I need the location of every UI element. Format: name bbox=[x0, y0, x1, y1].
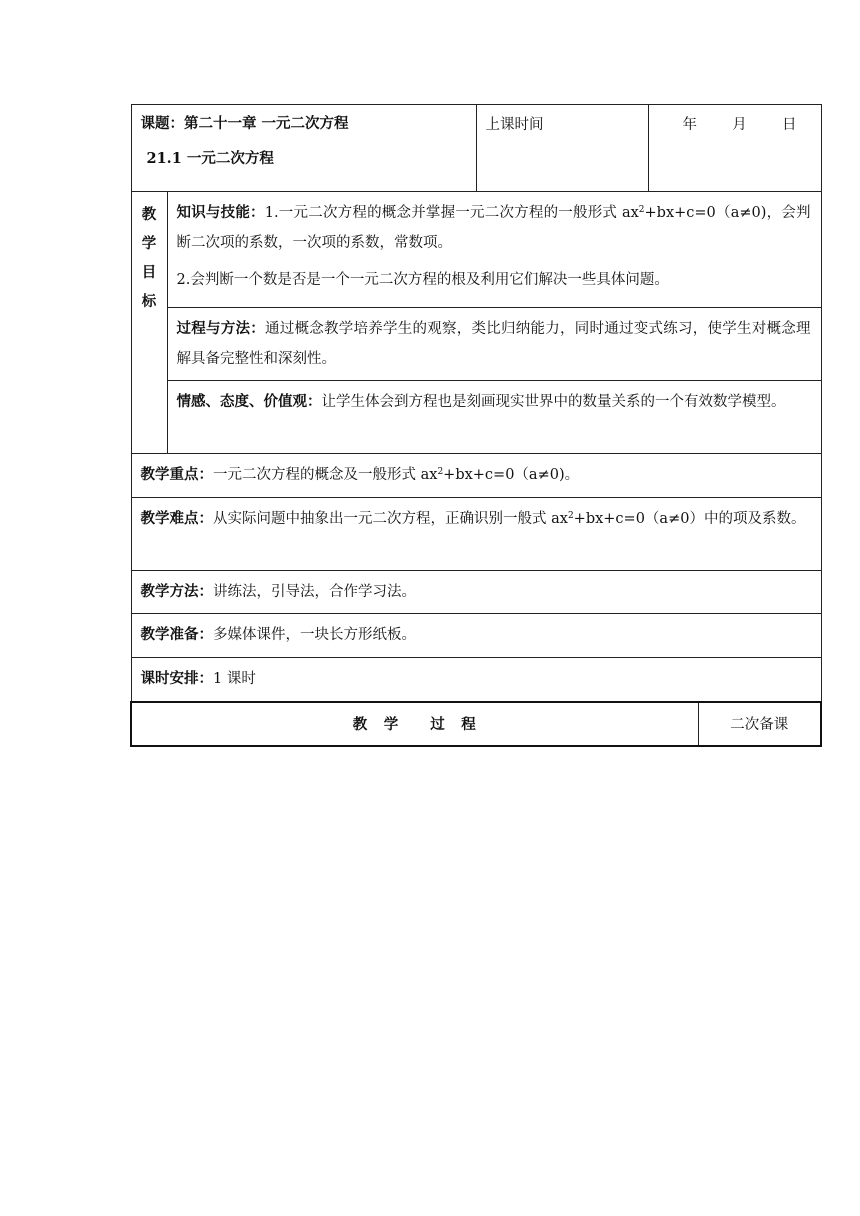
process-cell bbox=[167, 308, 821, 381]
superscript-two: 2 bbox=[437, 467, 444, 477]
date-cell bbox=[648, 105, 821, 192]
difficult-points-cell bbox=[131, 498, 821, 571]
key-points-text-b: +bx+c=0（a≠0)。 bbox=[443, 467, 580, 483]
key-points-cell bbox=[131, 454, 821, 498]
difficult-points-text-a: 从实际问题中抽象出一元二次方程，正确识别一般式 ax bbox=[213, 511, 568, 527]
side-label-char: 教 bbox=[141, 206, 157, 223]
second-prep-cell bbox=[698, 702, 821, 746]
superscript-two: 2 bbox=[638, 205, 645, 215]
knowledge-text-1a: 1.一元二次方程的概念并掌握一元二次方程的一般形式 ax bbox=[264, 205, 639, 221]
side-label-char: 目 bbox=[141, 264, 157, 281]
methods-row bbox=[131, 571, 821, 614]
topic-label: 课题： bbox=[140, 115, 184, 132]
date-month: 月 bbox=[732, 117, 747, 133]
side-label-char: 学 bbox=[141, 235, 157, 252]
objective-emotion-row bbox=[131, 381, 821, 454]
lesson-plan-table bbox=[130, 104, 822, 747]
second-prep-label: 二次备课 bbox=[730, 717, 789, 733]
knowledge-text-1b: +bx+c=0（a≠0)，会判断二次项的系数，一次项的系数，常数项。 bbox=[176, 205, 811, 251]
side-label-char: 标 bbox=[141, 293, 157, 310]
knowledge-cell bbox=[167, 192, 821, 308]
schedule-cell bbox=[131, 658, 821, 702]
process-text: 通过概念教学培养学生的观察，类比归纳能力，同时通过变式练习，使学生对概念理解具备完整性和深刻性。 bbox=[176, 321, 811, 367]
preparation-label: 教学准备： bbox=[140, 626, 213, 643]
objective-process-row bbox=[131, 308, 821, 381]
emotion-label: 情感、态度、价值观： bbox=[176, 393, 322, 410]
date-day: 日 bbox=[781, 117, 797, 133]
difficult-points-text-b: +bx+c=0（a≠0）中的项及系数。 bbox=[573, 511, 806, 527]
preparation-text: 多媒体课件，一块长方形纸板。 bbox=[213, 627, 416, 643]
teaching-process-title bbox=[131, 702, 698, 746]
section-title: 21.1 一元二次方程 bbox=[146, 150, 274, 167]
difficult-points-row bbox=[131, 498, 821, 571]
methods-label: 教学方法： bbox=[140, 583, 213, 600]
schedule-label: 课时安排： bbox=[140, 670, 213, 687]
process-header-row bbox=[131, 702, 821, 746]
teaching-process-title-text: 教 学 过 程 bbox=[352, 716, 477, 733]
difficult-points-label: 教学难点： bbox=[140, 510, 213, 527]
emotion-text: 让学生体会到方程也是刻画现实世界中的数量关系的一个有效数学模型。 bbox=[321, 394, 786, 410]
process-label: 过程与方法： bbox=[176, 320, 265, 337]
superscript-two: 2 bbox=[567, 511, 574, 521]
key-points-label: 教学重点： bbox=[140, 466, 213, 483]
schedule-row bbox=[131, 658, 821, 702]
preparation-row bbox=[131, 614, 821, 658]
topic-cell bbox=[131, 105, 476, 192]
knowledge-text-2: 2.会判断一个数是否是一个一元二次方程的根及利用它们解决一些具体问题。 bbox=[176, 272, 669, 288]
methods-cell bbox=[131, 571, 821, 614]
header-row bbox=[131, 105, 821, 192]
topic-value: 第二十一章 一元二次方程 bbox=[184, 115, 349, 132]
schedule-text: 1 课时 bbox=[213, 671, 256, 687]
key-points-row bbox=[131, 454, 821, 498]
date-year: 年 bbox=[682, 117, 697, 133]
emotion-cell bbox=[167, 381, 821, 454]
objective-knowledge-row bbox=[131, 192, 821, 308]
methods-text: 讲练法，引导法，合作学习法。 bbox=[213, 584, 416, 600]
key-points-text-a: 一元二次方程的概念及一般形式 ax bbox=[213, 467, 438, 483]
objectives-side-label bbox=[131, 192, 167, 454]
class-time-cell bbox=[476, 105, 648, 192]
knowledge-label: 知识与技能： bbox=[176, 204, 265, 221]
class-time-label: 上课时间 bbox=[485, 117, 544, 133]
preparation-cell bbox=[131, 614, 821, 658]
